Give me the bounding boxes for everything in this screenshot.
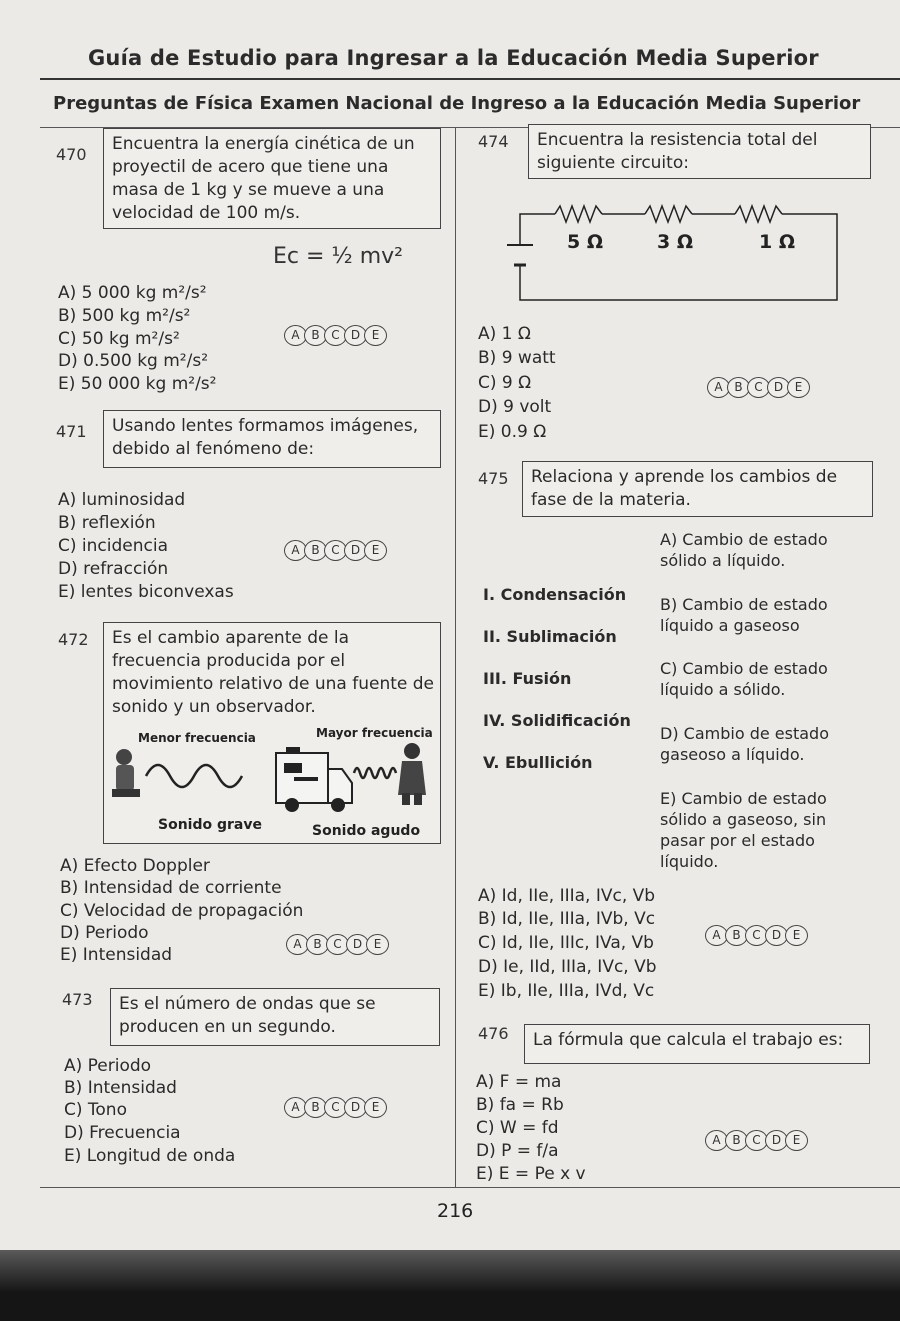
- bubble-e[interactable]: E: [785, 1130, 808, 1151]
- bubble-c[interactable]: C: [324, 540, 347, 561]
- prompt-line: La fórmula que calcula el trabajo es:: [533, 1030, 844, 1050]
- bubble-c[interactable]: C: [745, 1130, 768, 1151]
- bubble-d[interactable]: D: [767, 377, 790, 398]
- bubble-d[interactable]: D: [765, 925, 788, 946]
- definition-line: sólido a gaseoso, sin: [660, 810, 827, 829]
- answer-bubbles-475: [705, 925, 808, 946]
- prompt-line: debido al fenómeno de:: [112, 439, 315, 459]
- question-number-475: 475: [478, 469, 509, 488]
- prompt-line: Encuentra la energía cinética de un: [112, 134, 415, 154]
- question-473-prompt: [110, 988, 440, 1046]
- definition-line: gaseoso a líquido.: [660, 745, 805, 764]
- prompt-line: frecuencia producida por el: [112, 651, 346, 671]
- phase-item-3: III. Fusión: [483, 669, 572, 688]
- answer-bubbles-472: [286, 934, 389, 955]
- prompt-line: siguiente circuito:: [537, 153, 689, 173]
- question-475-prompt: [522, 461, 873, 517]
- definition-line: B) Cambio de estado: [660, 595, 828, 614]
- long-wave-icon: [146, 765, 242, 787]
- answer-bubbles-470: [284, 325, 387, 346]
- option-476-c[interactable]: C) W = fd: [476, 1118, 559, 1138]
- desk-background: [0, 1250, 900, 1321]
- definition-line: líquido a gaseoso: [660, 616, 800, 635]
- phase-item-1: I. Condensación: [483, 585, 627, 604]
- footer-rule: [40, 1187, 900, 1188]
- option-470-b[interactable]: B) 500 kg m²/s²: [58, 306, 191, 326]
- bubble-c[interactable]: C: [324, 1097, 347, 1118]
- option-471-d[interactable]: D) refracción: [58, 559, 169, 579]
- circuit-wires: [507, 206, 837, 300]
- prompt-line: producen en un segundo.: [119, 1017, 336, 1037]
- option-475-b[interactable]: B) Id, IIe, IIIa, IVb, Vc: [478, 909, 656, 929]
- low-frequency-label: Menor frecuencia: [138, 731, 256, 745]
- bubble-c[interactable]: C: [324, 325, 347, 346]
- definition-line: líquido a sólido.: [660, 680, 786, 699]
- bubble-d[interactable]: D: [346, 934, 369, 955]
- high-sound-label: Sonido agudo: [312, 823, 421, 839]
- bubble-e[interactable]: E: [364, 1097, 387, 1118]
- question-number-471: 471: [56, 422, 87, 441]
- doppler-effect-illustration: [106, 721, 438, 843]
- question-number-473: 473: [62, 990, 93, 1009]
- bubble-b[interactable]: B: [304, 1097, 327, 1118]
- bubble-d[interactable]: D: [344, 540, 367, 561]
- listener-left-icon: [112, 749, 140, 797]
- bubble-e[interactable]: E: [785, 925, 808, 946]
- option-470-d[interactable]: D) 0.500 kg m²/s²: [58, 351, 209, 371]
- prompt-line: Encuentra la resistencia total del: [537, 130, 818, 150]
- question-470-prompt: [103, 128, 441, 229]
- phase-definition-a: [660, 529, 828, 571]
- bubble-b[interactable]: B: [304, 325, 327, 346]
- definition-line: sólido a líquido.: [660, 551, 786, 570]
- option-473-a[interactable]: A) Periodo: [64, 1056, 152, 1076]
- question-number-470: 470: [56, 145, 87, 164]
- prompt-line: Es el cambio aparente de la: [112, 628, 350, 648]
- phase-definition-b: [660, 594, 828, 636]
- ambulance-icon: [276, 747, 352, 812]
- title-rule: [40, 78, 900, 80]
- bubble-a[interactable]: A: [284, 540, 307, 561]
- prompt-line: Relaciona y aprende los cambios de: [531, 467, 838, 487]
- prompt-line: Usando lentes formamos imágenes,: [112, 416, 419, 436]
- phase-item-2: II. Sublimación: [483, 627, 617, 646]
- bubble-d[interactable]: D: [344, 1097, 367, 1118]
- question-number-472: 472: [58, 630, 89, 649]
- option-471-a[interactable]: A) luminosidad: [58, 490, 186, 510]
- bubble-b[interactable]: B: [304, 540, 327, 561]
- option-471-b[interactable]: B) reflexión: [58, 513, 156, 533]
- option-474-e[interactable]: E) 0.9 Ω: [478, 422, 547, 442]
- prompt-line: fase de la materia.: [531, 490, 691, 510]
- question-number-476: 476: [478, 1024, 509, 1043]
- phase-definition-d: [660, 723, 829, 765]
- option-475-a[interactable]: A) Id, IIe, IIIa, IVc, Vb: [478, 886, 656, 906]
- prompt-line: sonido y un observador.: [112, 697, 316, 717]
- option-472-a[interactable]: A) Efecto Doppler: [60, 856, 210, 876]
- bubble-a[interactable]: A: [284, 325, 307, 346]
- bubble-e[interactable]: E: [366, 934, 389, 955]
- option-472-c[interactable]: C) Velocidad de propagación: [60, 901, 304, 921]
- bubble-e[interactable]: E: [364, 325, 387, 346]
- column-divider: [455, 127, 456, 1187]
- question-471-prompt: [103, 410, 441, 468]
- prompt-line: Es el número de ondas que se: [119, 994, 376, 1014]
- kinetic-energy-formula: Ec = ½ mv²: [273, 244, 404, 269]
- option-474-c[interactable]: C) 9 Ω: [478, 373, 532, 393]
- high-frequency-label: Mayor frecuencia: [316, 726, 433, 740]
- bubble-c[interactable]: C: [747, 377, 770, 398]
- bubble-b[interactable]: B: [725, 925, 748, 946]
- bubble-e[interactable]: E: [787, 377, 810, 398]
- bubble-c[interactable]: C: [745, 925, 768, 946]
- definition-line: D) Cambio de estado: [660, 724, 829, 743]
- question-472-prompt: [103, 622, 441, 844]
- bubble-d[interactable]: D: [765, 1130, 788, 1151]
- answer-bubbles-471: [284, 540, 387, 561]
- option-474-a[interactable]: A) 1 Ω: [478, 324, 531, 344]
- resistor-2-label: 3 Ω: [657, 231, 693, 253]
- low-sound-label: Sonido grave: [158, 817, 262, 833]
- answer-bubbles-474: [707, 377, 810, 398]
- prompt-line: movimiento relativo de una fuente de: [112, 674, 434, 694]
- question-number-474: 474: [478, 132, 509, 151]
- prompt-line: proyectil de acero que tiene una: [112, 157, 389, 177]
- option-470-a[interactable]: A) 5 000 kg m²/s²: [58, 283, 207, 303]
- bubble-d[interactable]: D: [344, 325, 367, 346]
- option-473-e[interactable]: E) Longitud de onda: [64, 1146, 236, 1166]
- bubble-a[interactable]: A: [284, 1097, 307, 1118]
- option-474-d[interactable]: D) 9 volt: [478, 397, 552, 417]
- question-476-prompt: [524, 1024, 870, 1064]
- definition-line: A) Cambio de estado: [660, 530, 828, 549]
- phase-definition-e: [660, 788, 827, 872]
- resistor-3-label: 1 Ω: [759, 231, 795, 253]
- bubble-b[interactable]: B: [306, 934, 329, 955]
- page-subtitle: Preguntas de Física Examen Nacional de Ingreso a la Educación Media Superior: [53, 93, 861, 114]
- option-475-e[interactable]: E) Ib, IIe, IIIa, IVd, Vc: [478, 981, 655, 1001]
- option-473-c[interactable]: C) Tono: [64, 1100, 127, 1120]
- short-wave-icon: [354, 768, 396, 778]
- phase-item-5: V. Ebullición: [483, 753, 593, 772]
- option-476-e[interactable]: E) E = Pe x v: [476, 1164, 586, 1184]
- option-470-e[interactable]: E) 50 000 kg m²/s²: [58, 374, 217, 394]
- bubble-b[interactable]: B: [725, 1130, 748, 1151]
- prompt-line: velocidad de 100 m/s.: [112, 203, 301, 223]
- listener-right-icon: [398, 743, 426, 805]
- option-472-d[interactable]: D) Periodo: [60, 923, 149, 943]
- option-471-c[interactable]: C) incidencia: [58, 536, 168, 556]
- phase-definition-c: [660, 658, 828, 700]
- bubble-a[interactable]: A: [705, 1130, 728, 1151]
- page-number: 216: [437, 1200, 474, 1222]
- series-circuit-diagram: [505, 200, 845, 305]
- option-474-b[interactable]: B) 9 watt: [478, 348, 556, 368]
- answer-bubbles-473: [284, 1097, 387, 1118]
- option-471-e[interactable]: E) lentes biconvexas: [58, 582, 234, 602]
- option-476-b[interactable]: B) fa = Rb: [476, 1095, 564, 1115]
- phase-item-4: IV. Solidificación: [483, 711, 631, 730]
- option-473-d[interactable]: D) Frecuencia: [64, 1123, 181, 1143]
- option-476-a[interactable]: A) F = ma: [476, 1072, 562, 1092]
- answer-bubbles-476: [705, 1130, 808, 1151]
- definition-line: pasar por el estado: [660, 831, 815, 850]
- option-472-e[interactable]: E) Intensidad: [60, 945, 173, 965]
- definition-line: líquido.: [660, 852, 719, 871]
- option-473-b[interactable]: B) Intensidad: [64, 1078, 177, 1098]
- page-title: Guía de Estudio para Ingresar a la Educación Media Superior: [88, 46, 819, 70]
- definition-line: C) Cambio de estado: [660, 659, 828, 678]
- option-475-c[interactable]: C) Id, IIe, IIIc, IVa, Vb: [478, 933, 654, 953]
- bubble-a[interactable]: A: [707, 377, 730, 398]
- bubble-c[interactable]: C: [326, 934, 349, 955]
- option-475-d[interactable]: D) Ie, IId, IIIa, IVc, Vb: [478, 957, 657, 977]
- option-472-b[interactable]: B) Intensidad de corriente: [60, 878, 282, 898]
- prompt-line: masa de 1 kg y se mueve a una: [112, 180, 385, 200]
- option-470-c[interactable]: C) 50 kg m²/s²: [58, 329, 180, 349]
- bubble-b[interactable]: B: [727, 377, 750, 398]
- bubble-a[interactable]: A: [705, 925, 728, 946]
- definition-line: E) Cambio de estado: [660, 789, 827, 808]
- resistor-1-label: 5 Ω: [567, 231, 603, 253]
- bubble-a[interactable]: A: [286, 934, 309, 955]
- question-474-prompt: [528, 124, 871, 179]
- bubble-e[interactable]: E: [364, 540, 387, 561]
- option-476-d[interactable]: D) P = f/a: [476, 1141, 559, 1161]
